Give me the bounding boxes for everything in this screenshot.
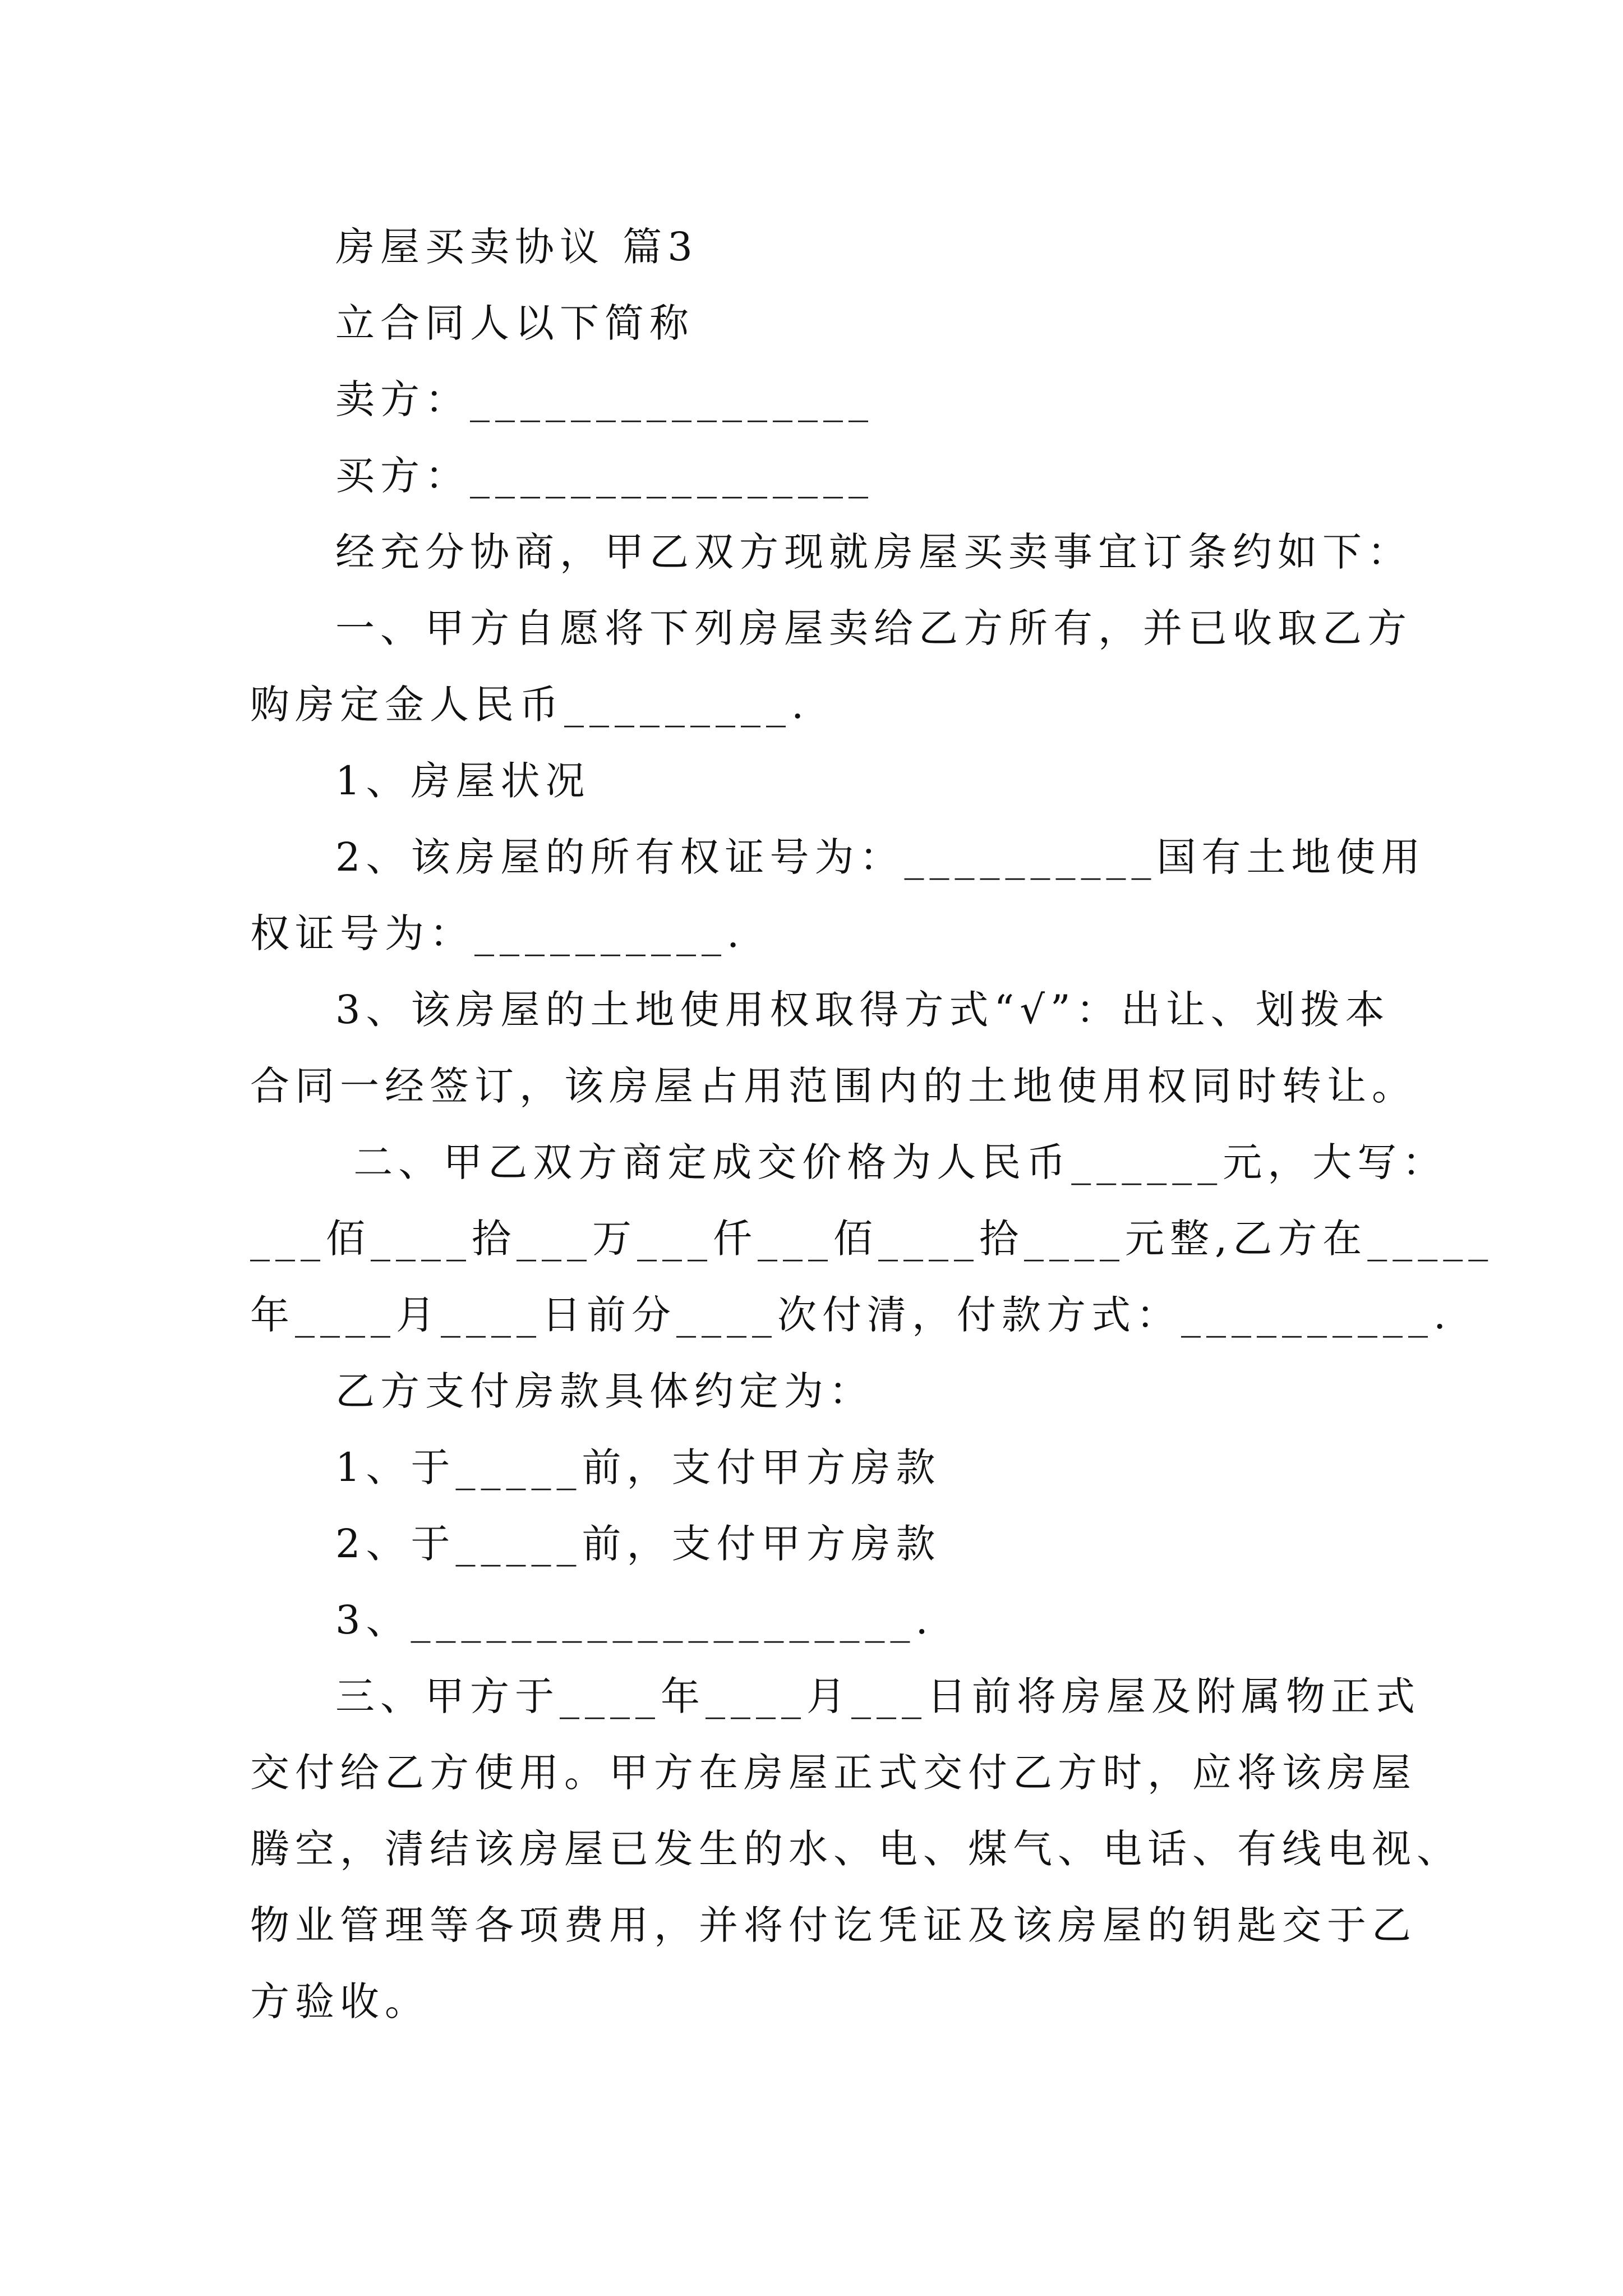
parties-intro: 立合同人以下简称 <box>335 300 694 346</box>
clause-1-item-3-line-2: 合同一经签订，该房屋占用范围内的土地使用权同时转让。 <box>250 1063 1417 1109</box>
clause-2-line-2: ___佰____拾___万___仟___佰____拾____元整,乙方在_____ <box>250 1216 1494 1262</box>
clause-3-line-2: 交付给乙方使用。甲方在房屋正式交付乙方时，应将该房屋 <box>250 1750 1417 1796</box>
clause-1-item-3-line-1: 3、该房屋的土地使用权取得方式“√”：出让、划拨本 <box>335 987 1390 1033</box>
payment-term-2: 2、于_____前，支付甲方房款 <box>335 1521 941 1567</box>
clause-3-line-1: 三、甲方于____年____月___日前将房屋及附属物正式 <box>335 1673 1421 1719</box>
clause-1-item-1: 1、房屋状况 <box>335 758 591 804</box>
buyer-line: 买方：________________ <box>335 453 874 499</box>
payment-term-3: 3、____________________. <box>335 1597 934 1643</box>
clause-1-item-2-line-1: 2、该房屋的所有权证号为：__________国有土地使用 <box>335 834 1426 880</box>
clause-1-line-2: 购房定金人民币_________. <box>250 682 810 728</box>
clause-2-line-1: 二、甲乙双方商定成交价格为人民币______元，大写： <box>335 1139 1447 1185</box>
clause-2-line-3: 年____月____日前分____次付清，付款方式：__________. <box>250 1292 1452 1338</box>
clause-3-line-4: 物业管理等各项费用，并将付讫凭证及该房屋的钥匙交于乙 <box>250 1902 1417 1948</box>
document-title: 房屋买卖协议 篇3 <box>335 224 698 270</box>
clause-1-item-2-line-2: 权证号为：__________. <box>250 910 745 956</box>
clause-1-line-1: 一、甲方自愿将下列房屋卖给乙方所有，并已收取乙方 <box>335 605 1412 651</box>
payment-term-1: 1、于_____前，支付甲方房款 <box>335 1444 941 1490</box>
agreement-preamble: 经充分协商，甲乙双方现就房屋买卖事宜订条约如下： <box>335 529 1412 575</box>
clause-3-line-3: 腾空，清结该房屋已发生的水、电、煤气、电话、有线电视、 <box>250 1826 1461 1872</box>
payment-terms-heading: 乙方支付房款具体约定为： <box>335 1368 874 1414</box>
clause-3-line-5: 方验收。 <box>250 1978 430 2024</box>
document-body <box>250 209 1494 2040</box>
seller-line: 卖方：________________ <box>335 376 874 422</box>
